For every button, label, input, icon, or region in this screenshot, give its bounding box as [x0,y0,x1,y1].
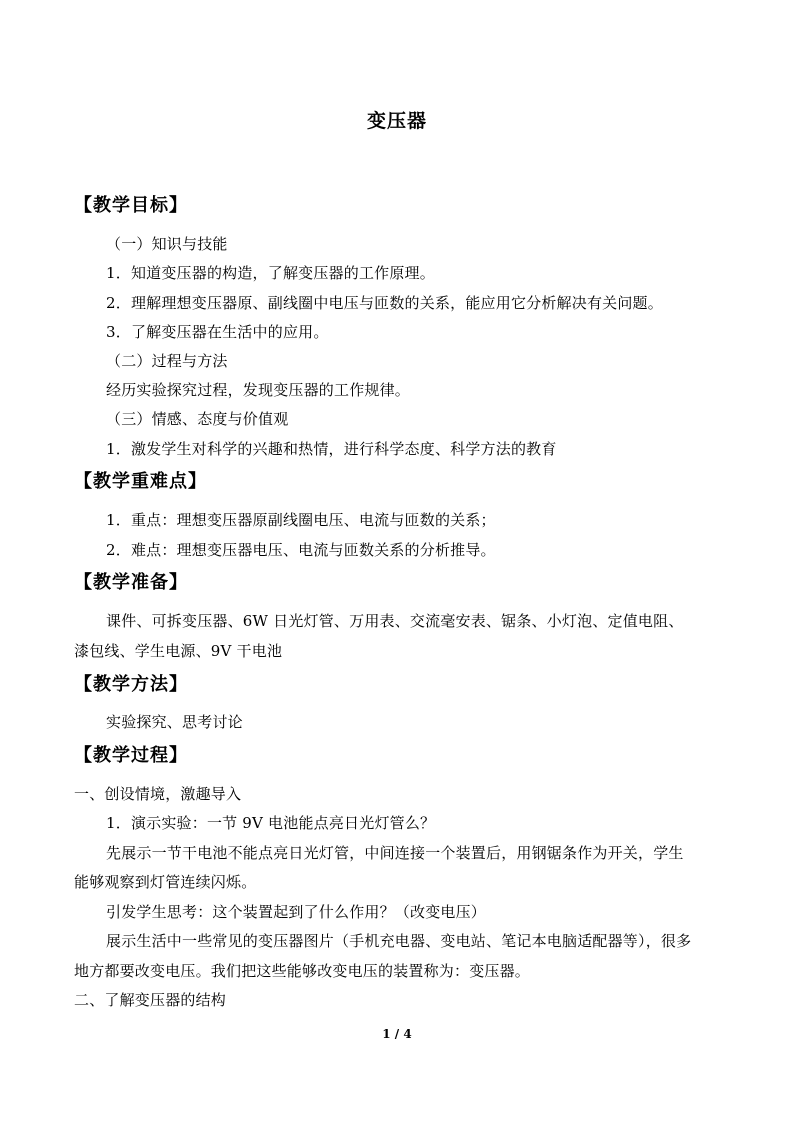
heading-methods: 【教学方法】 [74,674,188,695]
process-line: 一、创设情境，激趣导入 [74,785,242,803]
objective-line: （三）情感、态度与价值观 [106,410,289,428]
process-line: 能够观察到灯管连续闪烁。 [74,873,257,891]
process-line: 先展示一节干电池不能点亮日光灯管，中间连接一个装置后，用钢锯条作为开关，学生 [106,844,684,862]
objective-line: 经历实验探究过程，发现变压器的工作规律。 [106,381,411,399]
objective-line: （二）过程与方法 [106,352,228,370]
page-number: 1 / 4 [382,1027,412,1041]
preparation-line: 课件、可拆变压器、6W 日光灯管、万用表、交流毫安表、锯条、小灯泡、定值电阻、 [106,612,684,630]
objective-line: 1．知道变压器的构造，了解变压器的工作原理。 [106,264,435,282]
process-line: 地方都要改变电压。我们把这些能够改变电压的装置称为：变压器。 [74,962,531,980]
method-line: 实验探究、思考讨论 [106,713,243,731]
preparation-line: 漆包线、学生电源、9V 干电池 [74,642,283,660]
process-line: 引发学生思考：这个装置起到了什么作用？（改变电压） [106,903,487,921]
objective-line: 3．了解变压器在生活中的应用。 [106,323,329,341]
process-line: 二、了解变压器的结构 [74,991,227,1009]
key-point-line: 1．重点：理想变压器原副线圈电压、电流与匝数的关系； [106,511,496,529]
heading-process: 【教学过程】 [74,745,188,766]
objective-line: 1．激发学生对科学的兴趣和热情，进行科学态度、科学方法的教育 [106,440,557,458]
process-line: 1．演示实验：一节 9V 电池能点亮日光灯管么？ [106,814,436,832]
objective-line: （一）知识与技能 [106,235,228,253]
document-title: 变压器 [366,110,427,132]
key-point-line: 2．难点：理想变压器电压、电流与匝数关系的分析推导。 [106,541,496,559]
process-line: 展示生活中一些常见的变压器图片（手机充电器、变电站、笔记本电脑适配器等），很多 [106,932,692,950]
heading-objectives: 【教学目标】 [74,195,188,216]
objective-line: 2．理解理想变压器原、副线圈中电压与匝数的关系，能应用它分析解决有关问题。 [106,294,663,312]
heading-key-points: 【教学重难点】 [74,471,207,492]
heading-preparation: 【教学准备】 [74,572,188,593]
